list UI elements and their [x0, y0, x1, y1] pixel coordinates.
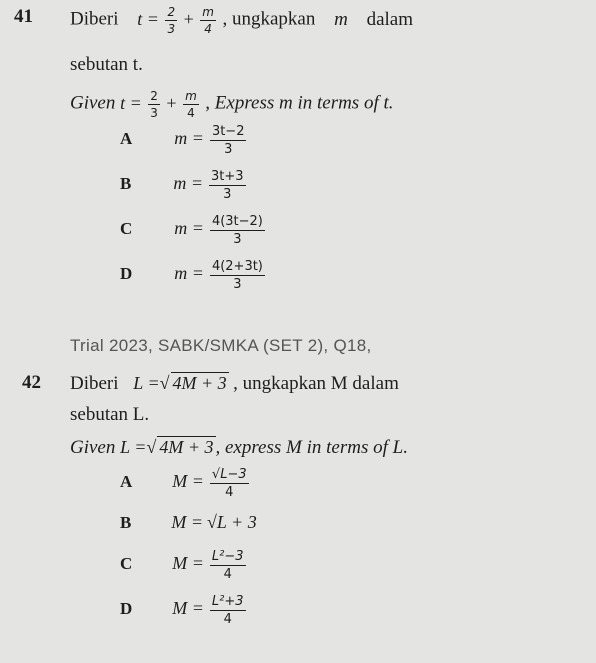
- option-d[interactable]: D M = $\frac{\text{L²+3}}{4}$: [120, 594, 244, 627]
- stem-line2: sebutan L.: [70, 404, 150, 425]
- option-b[interactable]: B M = √L + 3: [120, 512, 257, 532]
- question-stem-malay: Diberi t = $\frac{2}{3}$ + $\frac{m}{4}$ , ungkapkan m dalam: [70, 5, 413, 36]
- question-stem-english: Given t = $\frac{2}{3}$ + $\frac{m}{4}$ , Express m in terms of t.: [70, 89, 394, 120]
- option-d[interactable]: D m = $\frac{4(2+3t)}{3}$: [120, 259, 263, 292]
- stem-line2: sebutan t.: [70, 54, 143, 75]
- question-stem-english: Given L =√ 4M + 3 , express M in terms of L.: [70, 437, 408, 458]
- stem-formula: t = $\frac{2}{3}$ + $\frac{m}{4}$: [137, 5, 214, 36]
- option-letter: A: [120, 129, 133, 149]
- option-b[interactable]: B m = $\frac{3t+3}{3}$: [120, 169, 244, 202]
- question-stem-malay: Diberi L =√ 4M + 3 , ungkapkan M dalam: [70, 373, 399, 394]
- option-a[interactable]: A m = $\frac{3t-2}{3}$: [120, 124, 245, 157]
- question-number: 42: [22, 372, 41, 393]
- source-reference: Trial 2023, SABK/SMKA (SET 2), Q18,: [70, 336, 372, 355]
- option-c[interactable]: C M = $\frac{\text{L²−3}}{4}$: [120, 549, 244, 582]
- option-a[interactable]: A M = $\frac{√L-3}{4}$: [120, 467, 247, 500]
- question-number: 41: [14, 6, 33, 27]
- stem-word: Diberi: [70, 8, 119, 30]
- option-c[interactable]: C m = $\frac{4(3t-2)}{3}$: [120, 214, 263, 247]
